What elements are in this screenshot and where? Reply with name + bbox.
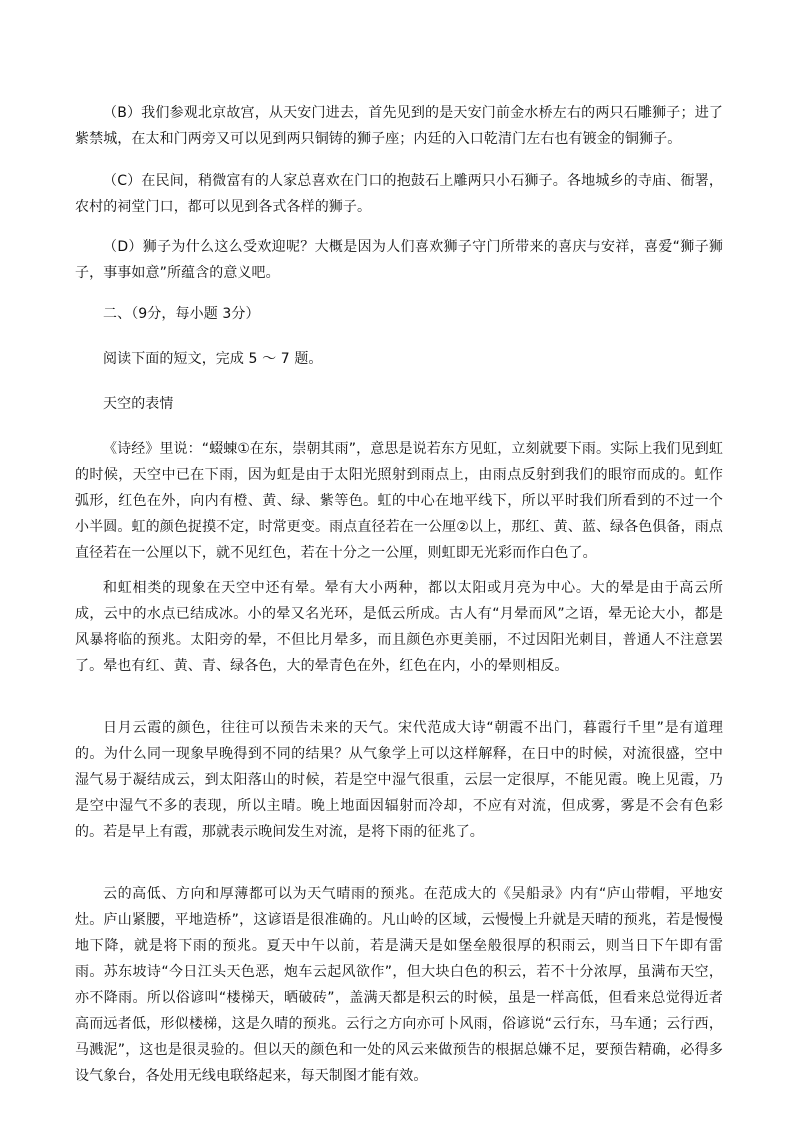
option-b-paragraph: （B）我们参观北京故宫，从天安门进去，首先见到的是天安门前金水桥左右的两只石雕狮子；进了紫禁城，在太和门两旁又可以见到两只铜铸的狮子座；内廷的入口乾清门左右也有镀金的铜狮子。 (75, 105, 723, 147)
reading-instruction: 阅读下面的短文，完成 5 ～ 7 题。 (103, 351, 323, 367)
passage-paragraph-1: 《诗经》里说：“蝃蝀①在东，崇朝其雨”，意思是说若东方见虹，立刻就要下雨。实际上我们见到虹的时候，天空中已在下雨，因为虹是由于太阳光照射到雨点上，由雨点反射到我们的眼帘而成的。虹作弧形，红色在外，向内有橙、黄、绿、紫等色。虹的中心在地平线下，所以平时我们所看到的不过一个小半圆。虹的颜色捉摸不定，时常更变。雨点直径若在一公厘②以上，那红、黄、蓝、绿各色俱备，雨点直径若在一公厘以下，就不见红色，若在十分之一公厘，则虹即无光彩而作白色了。 (75, 441, 723, 561)
passage-title: 天空的表情 (103, 396, 174, 412)
passage-paragraph-4: 云的高低、方向和厚薄都可以为天气晴雨的预兆。在范成大的《吴船录》内有“庐山带帽，平地安灶。庐山紧腰，平地造桥”，这谚语是很准确的。凡山岭的区域，云慢慢上升就是天晴的预兆，若是慢慢地下降，就是将下雨的预兆。夏天中午以前，若是满天是如堡垒般很厚的积雨云，则当日下午即有雷雨。苏东坡诗“今日江头天色恶，炮车云起风欲作”，但大块白色的积云，若不十分浓厚，虽满布天空，亦不降雨。所以俗谚叫“楼梯天，晒破砖”，盖满天都是积云的时候，虽是一样高低，但看来总觉得近者高而远者低，形似楼梯，这是久晴的预兆。云行之方向亦可卜风雨，俗谚说“云行东，马车通；云行西，马溅泥”，这也是很灵验的。但以天的颜色和一处的风云来做预告的根据总嫌不足，要预告精确，必得多设气象台，各处用无线电联络起来，每天制图才能有效。 (75, 886, 723, 1084)
section-two-heading: 二、（9分，每小题 3分） (103, 306, 260, 322)
option-c-paragraph: （C）在民间，稍微富有的人家总喜欢在门口的抱鼓石上雕两只小石狮子。各地城乡的寺庙、衙署，农村的祠堂门口，都可以见到各式各样的狮子。 (75, 173, 723, 215)
passage-paragraph-3: 日月云霞的颜色，往往可以预告未来的天气。宋代范成大诗“朝霞不出门，暮霞行千里”是有道理的。为什么同一现象早晚得到不同的结果？从气象学上可以这样解释，在日中的时候，对流很盛，空中湿气易于凝结成云，到太阳落山的时候，若是空中湿气很重，云层一定很厚，不能见霞。晚上见霞，乃是空中湿气不多的表现，所以主晴。晚上地面因辐射而冷却，不应有对流，但成雾，雾是不会有色彩的。若是早上有霞，那就表示晚间发生对流，是将下雨的征兆了。 (75, 720, 723, 840)
passage-paragraph-2: 和虹相类的现象在天空中还有晕。晕有大小两种，都以太阳或月亮为中心。大的晕是由于高云所成，云中的水点已结成冰。小的晕又名光环，是低云所成。古人有“月晕而风”之语，晕无论大小，都是风暴将临的预兆。太阳旁的晕，不但比月晕多，而且颜色亦更美丽，不过因阳光刺目，普通人不注意罢了。晕也有红、黄、青、绿各色，大的晕青色在外，红色在内，小的晕则相反。 (75, 580, 723, 674)
option-d-paragraph: （D）狮子为什么这么受欢迎呢？大概是因为人们喜欢狮子守门所带来的喜庆与安祥，喜爱“狮子狮子，事事如意”所蕴含的意义吧。 (75, 239, 723, 281)
